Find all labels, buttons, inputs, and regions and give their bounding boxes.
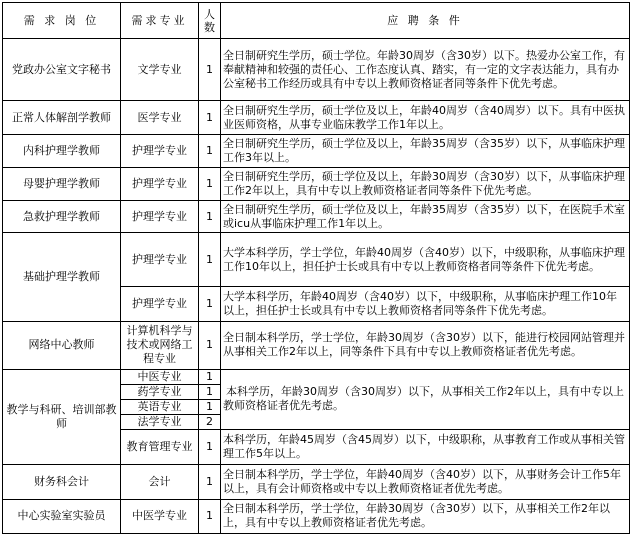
post-cell: 母婴护理学教师: [3, 168, 121, 201]
conditions-cell: 全日制本科学历，学士学位，年龄30周岁（含30岁）以下，能进行校园网站管理并从事相关工作2年以上，同等条件下具有中专以上教师资格证者优先考虑。: [221, 321, 630, 369]
major-cell: 教育管理专业: [121, 429, 199, 464]
table-row: [3, 233, 630, 287]
conditions-cell: 本科学历，年龄45周岁（含45周岁）以下，中级职称，从事教育工作或从事相关管理工作5年以上。: [221, 429, 630, 464]
count-cell: 1: [199, 135, 221, 168]
count-cell: 1: [199, 399, 221, 414]
major-cell: 药学专业: [121, 384, 199, 399]
conditions-cell: 大学本科学历，学士学位，年龄40周岁（含40岁）以下，中级职称，从事临床护理工作10年以上，担任护士长或具有中专以上教师资格者同等条件下优先考虑。: [221, 233, 630, 287]
table-row: [3, 369, 630, 384]
major-cell: 护理学专业: [121, 287, 199, 321]
count-cell: 1: [199, 321, 221, 369]
header-major: 需求专业: [121, 3, 199, 39]
conditions-cell: 本科学历，年龄30周岁（含30周岁）以下，从事相关工作2年以上，具有中专以上教师资格证者优先考虑。: [221, 369, 630, 429]
post-cell: 网络中心教师: [3, 321, 121, 369]
major-cell: 英语专业: [121, 399, 199, 414]
count-cell: 1: [199, 201, 221, 233]
major-cell: 中医专业: [121, 369, 199, 384]
major-cell: 护理学专业: [121, 168, 199, 201]
table-row: [3, 168, 630, 201]
table-row: [3, 135, 630, 168]
count-cell: 2: [199, 414, 221, 429]
count-cell: 1: [199, 369, 221, 384]
table-row: [3, 101, 630, 135]
post-cell: 正常人体解剖学教师: [3, 101, 121, 135]
table-row: [3, 201, 630, 233]
header-conditions: 应 聘 条 件: [221, 3, 630, 39]
count-cell: 1: [199, 233, 221, 287]
post-cell: 教学与科研、培训部教师: [3, 369, 121, 464]
conditions-cell: 全日制本科学历，学士学位，年龄30周岁（含30岁）以下，从事相关工作2年以上，具有中专以上教师资格证者优先考虑。: [221, 499, 630, 533]
count-cell: 1: [199, 384, 221, 399]
count-cell: 1: [199, 287, 221, 321]
count-cell: 1: [199, 429, 221, 464]
major-cell: 计算机科学与技术或网络工程专业: [121, 321, 199, 369]
conditions-cell: 全日制本科学历，学士学位，年龄40周岁（含40岁）以下，从事财务会计工作5年以上，具有会计师资格或中专以上教师资格证者优先考虑。: [221, 464, 630, 499]
count-cell: 1: [199, 39, 221, 101]
conditions-cell: 全日制研究生学历，硕士学位及以上，年龄30周岁（含30岁）以下，从事临床护理工作2年以上，具有中专以上教师资格证者同等条件下优先考虑。: [221, 168, 630, 201]
major-cell: 文学专业: [121, 39, 199, 101]
count-cell: 1: [199, 499, 221, 533]
post-cell: 基础护理学教师: [3, 233, 121, 321]
conditions-cell: 大学本科学历，年龄40周岁（含40岁）以下，中级职称，从事临床护理工作10年以上，担任护士长或具有中专以上教师资格者同等条件下优先考虑。: [221, 287, 630, 321]
conditions-cell: 全日制研究生学历，硕士学位。年龄30周岁（含30岁）以下。热爱办公室工作，有奉献精神和较强的责任心、工作态度认真、踏实，有一定的文字表达能力，具有办公室秘书工作经历或具有中专以上教师资格证者同等条件下优先考虑。: [221, 39, 630, 101]
recruitment-table: [2, 2, 630, 534]
conditions-cell: 全日制研究生学历，硕士学位及以上，年龄35周岁（含35岁）以下，从事临床护理工作3年以上。: [221, 135, 630, 168]
table-row: [3, 321, 630, 369]
conditions-cell: 全日制研究生学历，硕士学位及以上，年龄35周岁（含35岁）以下，在医院手术室或icu从事临床护理工作1年以上。: [221, 201, 630, 233]
header-row: [3, 3, 630, 39]
major-cell: 护理学专业: [121, 201, 199, 233]
major-cell: 医学专业: [121, 101, 199, 135]
header-post: 需 求 岗 位: [3, 3, 121, 39]
conditions-cell: 全日制研究生学历，硕士学位及以上，年龄40周岁（含40周岁）以下。具有中医执业医师资格，从事专业临床教学工作1年以上。: [221, 101, 630, 135]
major-cell: 护理学专业: [121, 233, 199, 287]
post-cell: 党政办公室文字秘书: [3, 39, 121, 101]
major-cell: 护理学专业: [121, 135, 199, 168]
post-cell: 内科护理学教师: [3, 135, 121, 168]
header-count: 人数: [199, 3, 221, 39]
major-cell: 中医学专业: [121, 499, 199, 533]
post-cell: 急救护理学教师: [3, 201, 121, 233]
count-cell: 1: [199, 168, 221, 201]
post-cell: 财务科会计: [3, 464, 121, 499]
post-cell: 中心实验室实验员: [3, 499, 121, 533]
count-cell: 1: [199, 464, 221, 499]
count-cell: 1: [199, 101, 221, 135]
table-row: [3, 499, 630, 533]
table-row: [3, 464, 630, 499]
major-cell: 法学专业: [121, 414, 199, 429]
table-row: [3, 39, 630, 101]
major-cell: 会计: [121, 464, 199, 499]
